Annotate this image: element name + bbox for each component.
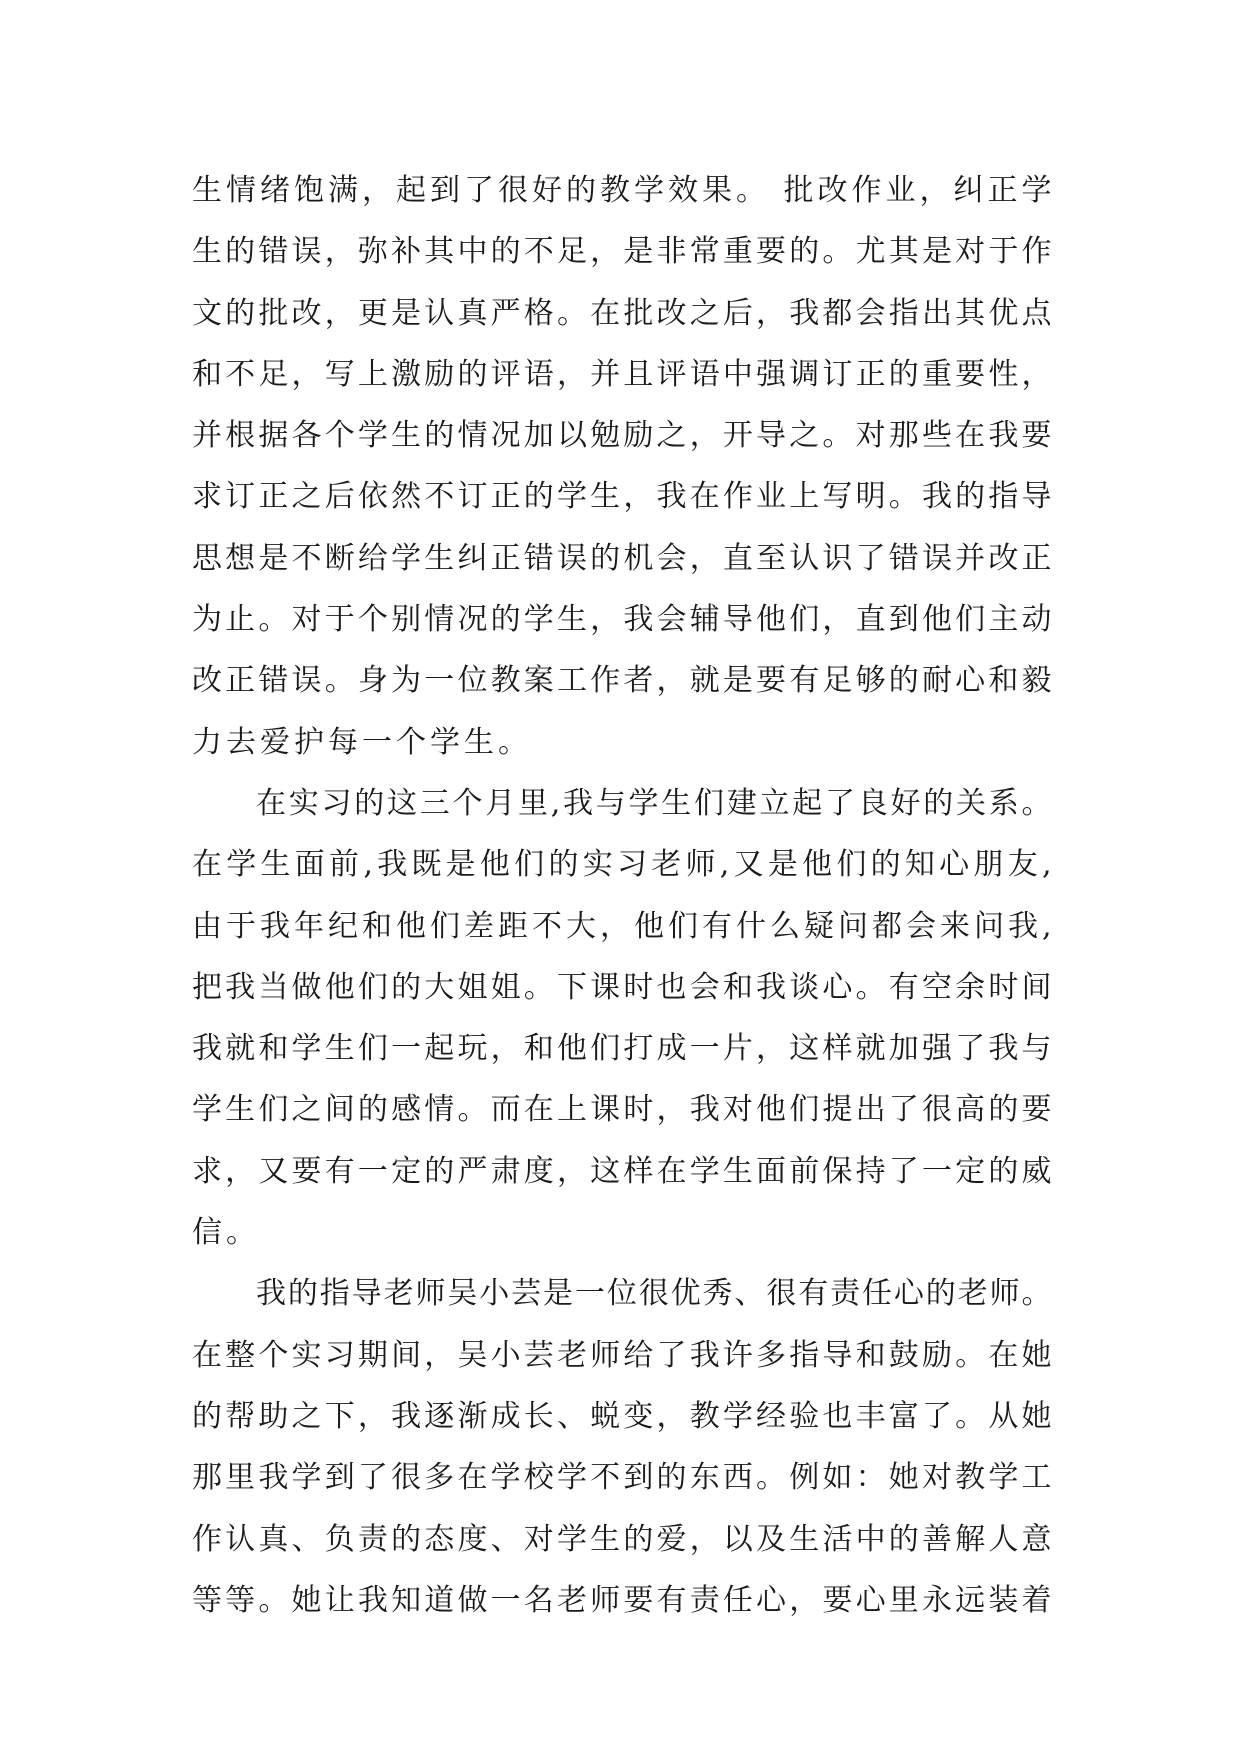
text-line: 求，又要有一定的严肃度，这样在学生面前保持了一定的威 <box>192 1153 1052 1189</box>
text-line: 学生们之间的感情。而在上课时，我对他们提出了很高的要 <box>192 1092 1052 1128</box>
text-line: 文的批改，更是认真严格。在批改之后，我都会指出其优点 <box>192 295 1052 331</box>
text-line: 那里我学到了很多在学校学不到的东西。例如：她对教学工 <box>192 1460 1052 1496</box>
text-line: 生的错误，弥补其中的不足，是非常重要的。尤其是对于作 <box>192 234 1052 270</box>
text-line: 在学生面前,我既是他们的实习老师,又是他们的知心朋友, <box>192 847 1052 883</box>
text-line: 改正错误。身为一位教案工作者，就是要有足够的耐心和毅 <box>192 663 1052 699</box>
text-line: 思想是不断给学生纠正错误的机会，直至认识了错误并改正 <box>192 540 1052 576</box>
text-line: 等等。她让我知道做一名老师要有责任心，要心里永远装着 <box>192 1582 1052 1618</box>
text-line: 生情绪饱满，起到了很好的教学效果。 批改作业，纠正学 <box>192 173 1052 208</box>
body-text <box>192 160 1052 1631</box>
text-line: 我的指导老师吴小芸是一位很优秀、很有责任心的老师。 <box>256 1276 1052 1312</box>
text-line: 在整个实习期间，吴小芸老师给了我许多指导和鼓励。在她 <box>192 1337 1052 1373</box>
text-line: 力去爱护每一个学生。 <box>192 724 532 760</box>
text-line: 信。 <box>192 1215 260 1251</box>
text-line: 在实习的这三个月里,我与学生们建立起了良好的关系。 <box>256 785 1052 821</box>
text-line: 的帮助之下，我逐渐成长、蜕变，教学经验也丰富了。从她 <box>192 1398 1052 1434</box>
text-line: 和不足，写上激励的评语，并且评语中强调订正的重要性， <box>192 356 1052 392</box>
text-line: 把我当做他们的大姐姐。下课时也会和我谈心。有空余时间 <box>192 969 1052 1005</box>
text-line: 作认真、负责的态度、对学生的爱，以及生活中的善解人意 <box>192 1521 1052 1557</box>
text-line: 我就和学生们一起玩，和他们打成一片，这样就加强了我与 <box>192 1031 1052 1067</box>
text-line: 并根据各个学生的情况加以勉励之，开导之。对那些在我要 <box>192 418 1052 454</box>
text-line: 为止。对于个别情况的学生，我会辅导他们，直到他们主动 <box>192 602 1052 638</box>
text-line: 求订正之后依然不订正的学生，我在作业上写明。我的指导 <box>192 479 1052 515</box>
text-line: 由于我年纪和他们差距不大，他们有什么疑问都会来问我, <box>192 908 1052 944</box>
